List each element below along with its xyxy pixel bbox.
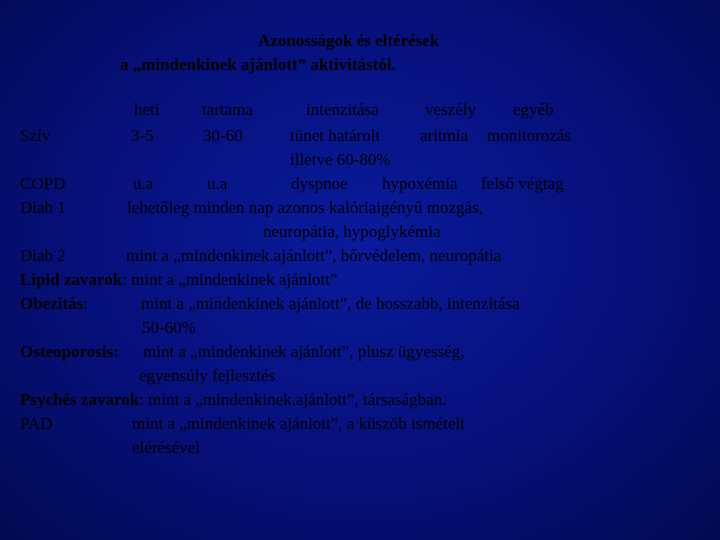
row-osteoporosis-text-1: mint a „mindenkinek ajánlott”, plusz ügyesség, — [143, 342, 465, 361]
row-obezitas-text-1: mint a „mindenkinek ajánlott”, de hosszabb, intenzitása — [141, 294, 520, 313]
row-obezitas-colon: : — [83, 294, 89, 313]
row-copd-egyeb: felső végtag — [481, 174, 564, 193]
row-psyches-text: : mint a „mindenkinek.ajánlott”, társaságban. — [139, 390, 447, 409]
row-copd-heti: u.a — [133, 174, 154, 193]
header-egyeb: egyéb — [513, 100, 554, 119]
row-pad-text-1: mint a „mindenkinek ajánlott”, a küszöb ismételt — [132, 414, 465, 433]
row-sziv-egyeb: monitorozás — [487, 126, 572, 145]
row-pad-text-2: elérésével — [132, 438, 200, 457]
row-psyches-label: Psychés zavarok — [20, 390, 140, 409]
slide-title-line-2: a „mindenkinek ajánlott” aktivitástól. — [120, 55, 396, 74]
row-copd-veszely: hypoxémia — [382, 174, 458, 193]
row-obezitas-label: Obezitás — [20, 294, 84, 313]
row-sziv-label: Szív — [20, 126, 51, 145]
slide-title-line-1: Azonosságok és eltérések — [258, 31, 440, 50]
row-lipid-label: Lipid zavarok — [20, 270, 123, 289]
row-sziv-tartama: 30-60 — [203, 126, 243, 145]
row-sziv-intenzitasa-2: illetve 60-80% — [290, 150, 391, 169]
row-diab2-label: Diab 2 — [20, 246, 66, 265]
row-lipid — [20, 270, 337, 290]
row-obezitas-text-2: 50-60% — [142, 318, 196, 337]
header-heti: heti — [134, 100, 160, 119]
row-diab1-text-1: lehetőleg minden nap azonos kalóriaigényű mozgás, — [127, 198, 483, 217]
row-osteoporosis-label: Osteoporosis: — [20, 342, 119, 361]
row-copd-tartama: u.a — [207, 174, 228, 193]
row-sziv-heti: 3-5 — [131, 126, 154, 145]
row-diab2-text: mint a „mindenkinek.ajánlott”, bőrvédelem, neuropátia — [126, 246, 502, 265]
header-veszely: veszély — [425, 100, 476, 119]
row-diab1-text-2: neuropátia, hypoglykémia — [263, 222, 441, 241]
row-pad-label: PAD — [20, 414, 53, 433]
row-lipid-text: : mint a „mindenkinek ajánlott” — [122, 270, 338, 289]
row-copd-label: COPD — [20, 174, 66, 193]
row-copd-intenzitasa: dyspnoe — [291, 174, 348, 193]
row-sziv-intenzitasa-1: tünet határolt — [290, 126, 381, 145]
row-sziv-veszely: aritmia — [420, 126, 469, 145]
header-intenzitasa: intenzitása — [306, 100, 379, 119]
header-tartama: tartama — [202, 100, 253, 119]
row-diab1-label: Diab 1 — [20, 198, 66, 217]
row-obezitas — [20, 294, 88, 314]
row-psyches — [20, 390, 446, 410]
row-osteoporosis-text-2: egyensúly fejlesztés — [139, 366, 276, 385]
